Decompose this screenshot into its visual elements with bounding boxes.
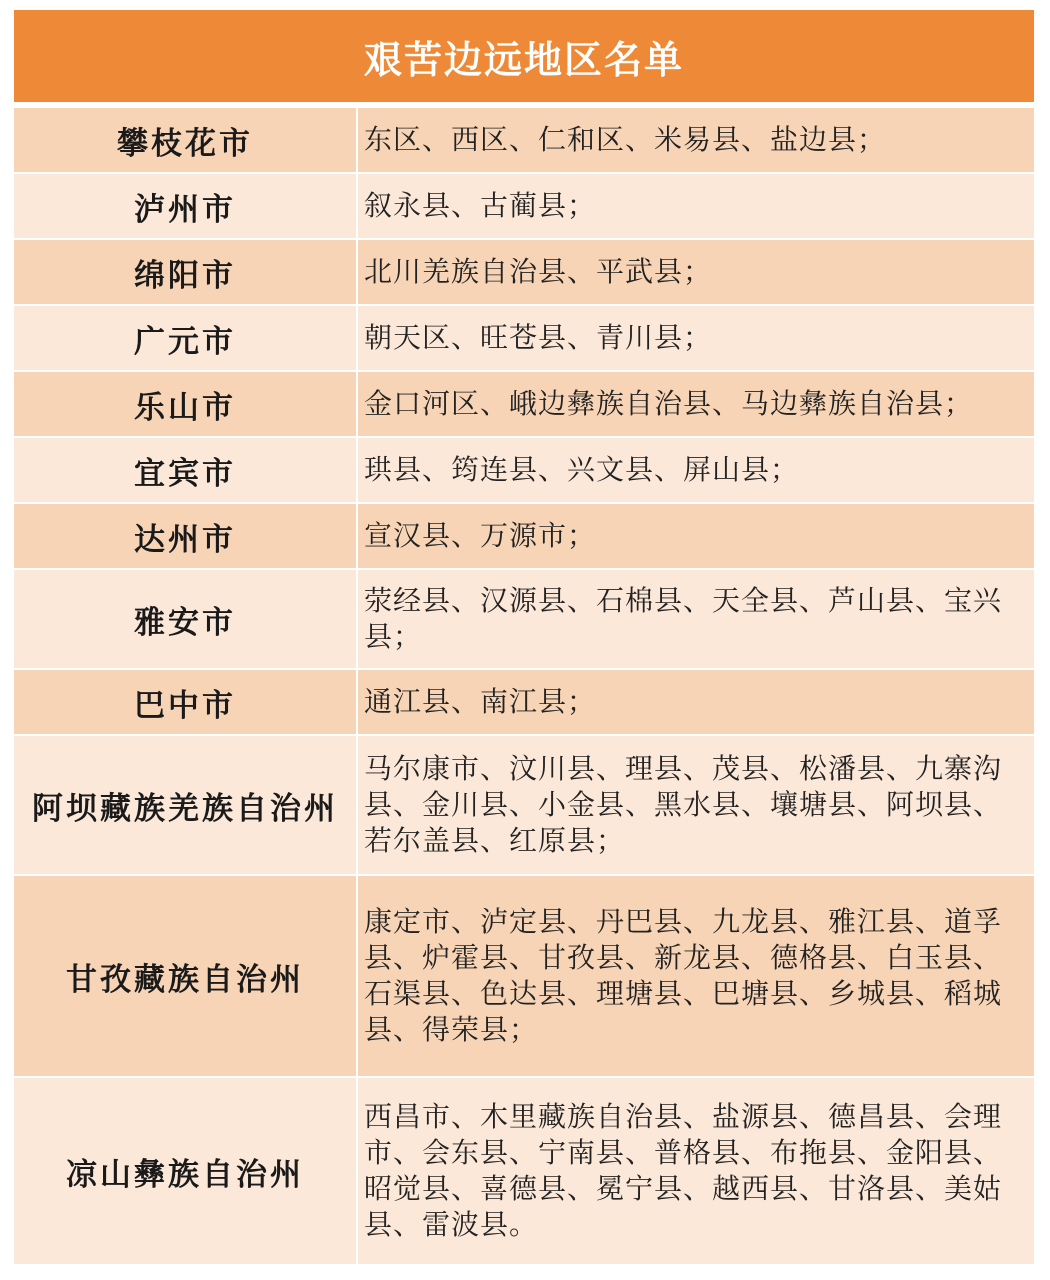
region-name: 广元市 <box>14 306 358 370</box>
table-row <box>14 568 1034 668</box>
county-list <box>358 174 1034 238</box>
region-name: 甘孜藏族自治州 <box>14 876 358 1076</box>
table-row <box>14 172 1034 238</box>
county-list <box>358 736 1034 874</box>
table-row <box>14 668 1034 734</box>
region-name: 达州市 <box>14 504 358 568</box>
county-list-text: 珙县、筠连县、兴文县、屏山县； <box>364 453 800 486</box>
table-title: 艰苦边远地区名单 <box>14 10 1034 102</box>
region-name: 雅安市 <box>14 570 358 668</box>
table-row <box>14 370 1034 436</box>
county-list-text: 马尔康市、汶川县、理县、茂县、松潘县、九寨沟县、金川县、小金县、黑水县、壤塘县、阿坝县、若尔盖县、红原县； <box>364 752 1003 857</box>
table-row <box>14 734 1034 874</box>
county-list <box>358 504 1034 568</box>
region-name: 攀枝花市 <box>14 108 358 172</box>
county-list <box>358 670 1034 734</box>
county-list-text: 康定市、泸定县、丹巴县、九龙县、雅江县、道孚县、炉霍县、甘孜县、新龙县、德格县、白玉县、石渠县、色达县、理塘县、巴塘县、乡城县、稻城县、得荣县； <box>364 905 1003 1046</box>
county-list-text: 朝天区、旺苍县、青川县； <box>364 321 713 354</box>
table-row <box>14 106 1034 172</box>
county-list <box>358 1078 1034 1264</box>
region-name: 巴中市 <box>14 670 358 734</box>
table-row <box>14 304 1034 370</box>
table-body <box>14 106 1034 1264</box>
county-list <box>358 306 1034 370</box>
county-list-text: 东区、西区、仁和区、米易县、盐边县； <box>364 123 887 156</box>
table-row <box>14 874 1034 1076</box>
region-name: 绵阳市 <box>14 240 358 304</box>
county-list-text: 北川羌族自治县、平武县； <box>364 255 713 288</box>
table-row <box>14 238 1034 304</box>
county-list <box>358 372 1034 436</box>
region-name: 乐山市 <box>14 372 358 436</box>
region-name: 阿坝藏族羌族自治州 <box>14 736 358 874</box>
county-list-text: 西昌市、木里藏族自治县、盐源县、德昌县、会理市、会东县、宁南县、普格县、布拖县、金阳县、昭觉县、喜德县、冕宁县、越西县、甘洛县、美姑县、雷波县。 <box>364 1100 1003 1241</box>
county-list <box>358 570 1034 668</box>
region-table <box>14 10 1034 1264</box>
county-list-text: 叙永县、古蔺县； <box>364 189 597 222</box>
table-row <box>14 502 1034 568</box>
county-list <box>358 240 1034 304</box>
table-row <box>14 436 1034 502</box>
county-list <box>358 876 1034 1076</box>
county-list-text: 通江县、南江县； <box>364 685 597 718</box>
county-list <box>358 108 1034 172</box>
county-list <box>358 438 1034 502</box>
county-list-text: 荥经县、汉源县、石棉县、天全县、芦山县、宝兴县； <box>364 584 1003 653</box>
table-row <box>14 1076 1034 1264</box>
region-name: 泸州市 <box>14 174 358 238</box>
county-list-text: 金口河区、峨边彝族自治县、马边彝族自治县； <box>364 387 974 420</box>
region-name: 凉山彝族自治州 <box>14 1078 358 1264</box>
county-list-text: 宣汉县、万源市； <box>364 519 597 552</box>
region-name: 宜宾市 <box>14 438 358 502</box>
